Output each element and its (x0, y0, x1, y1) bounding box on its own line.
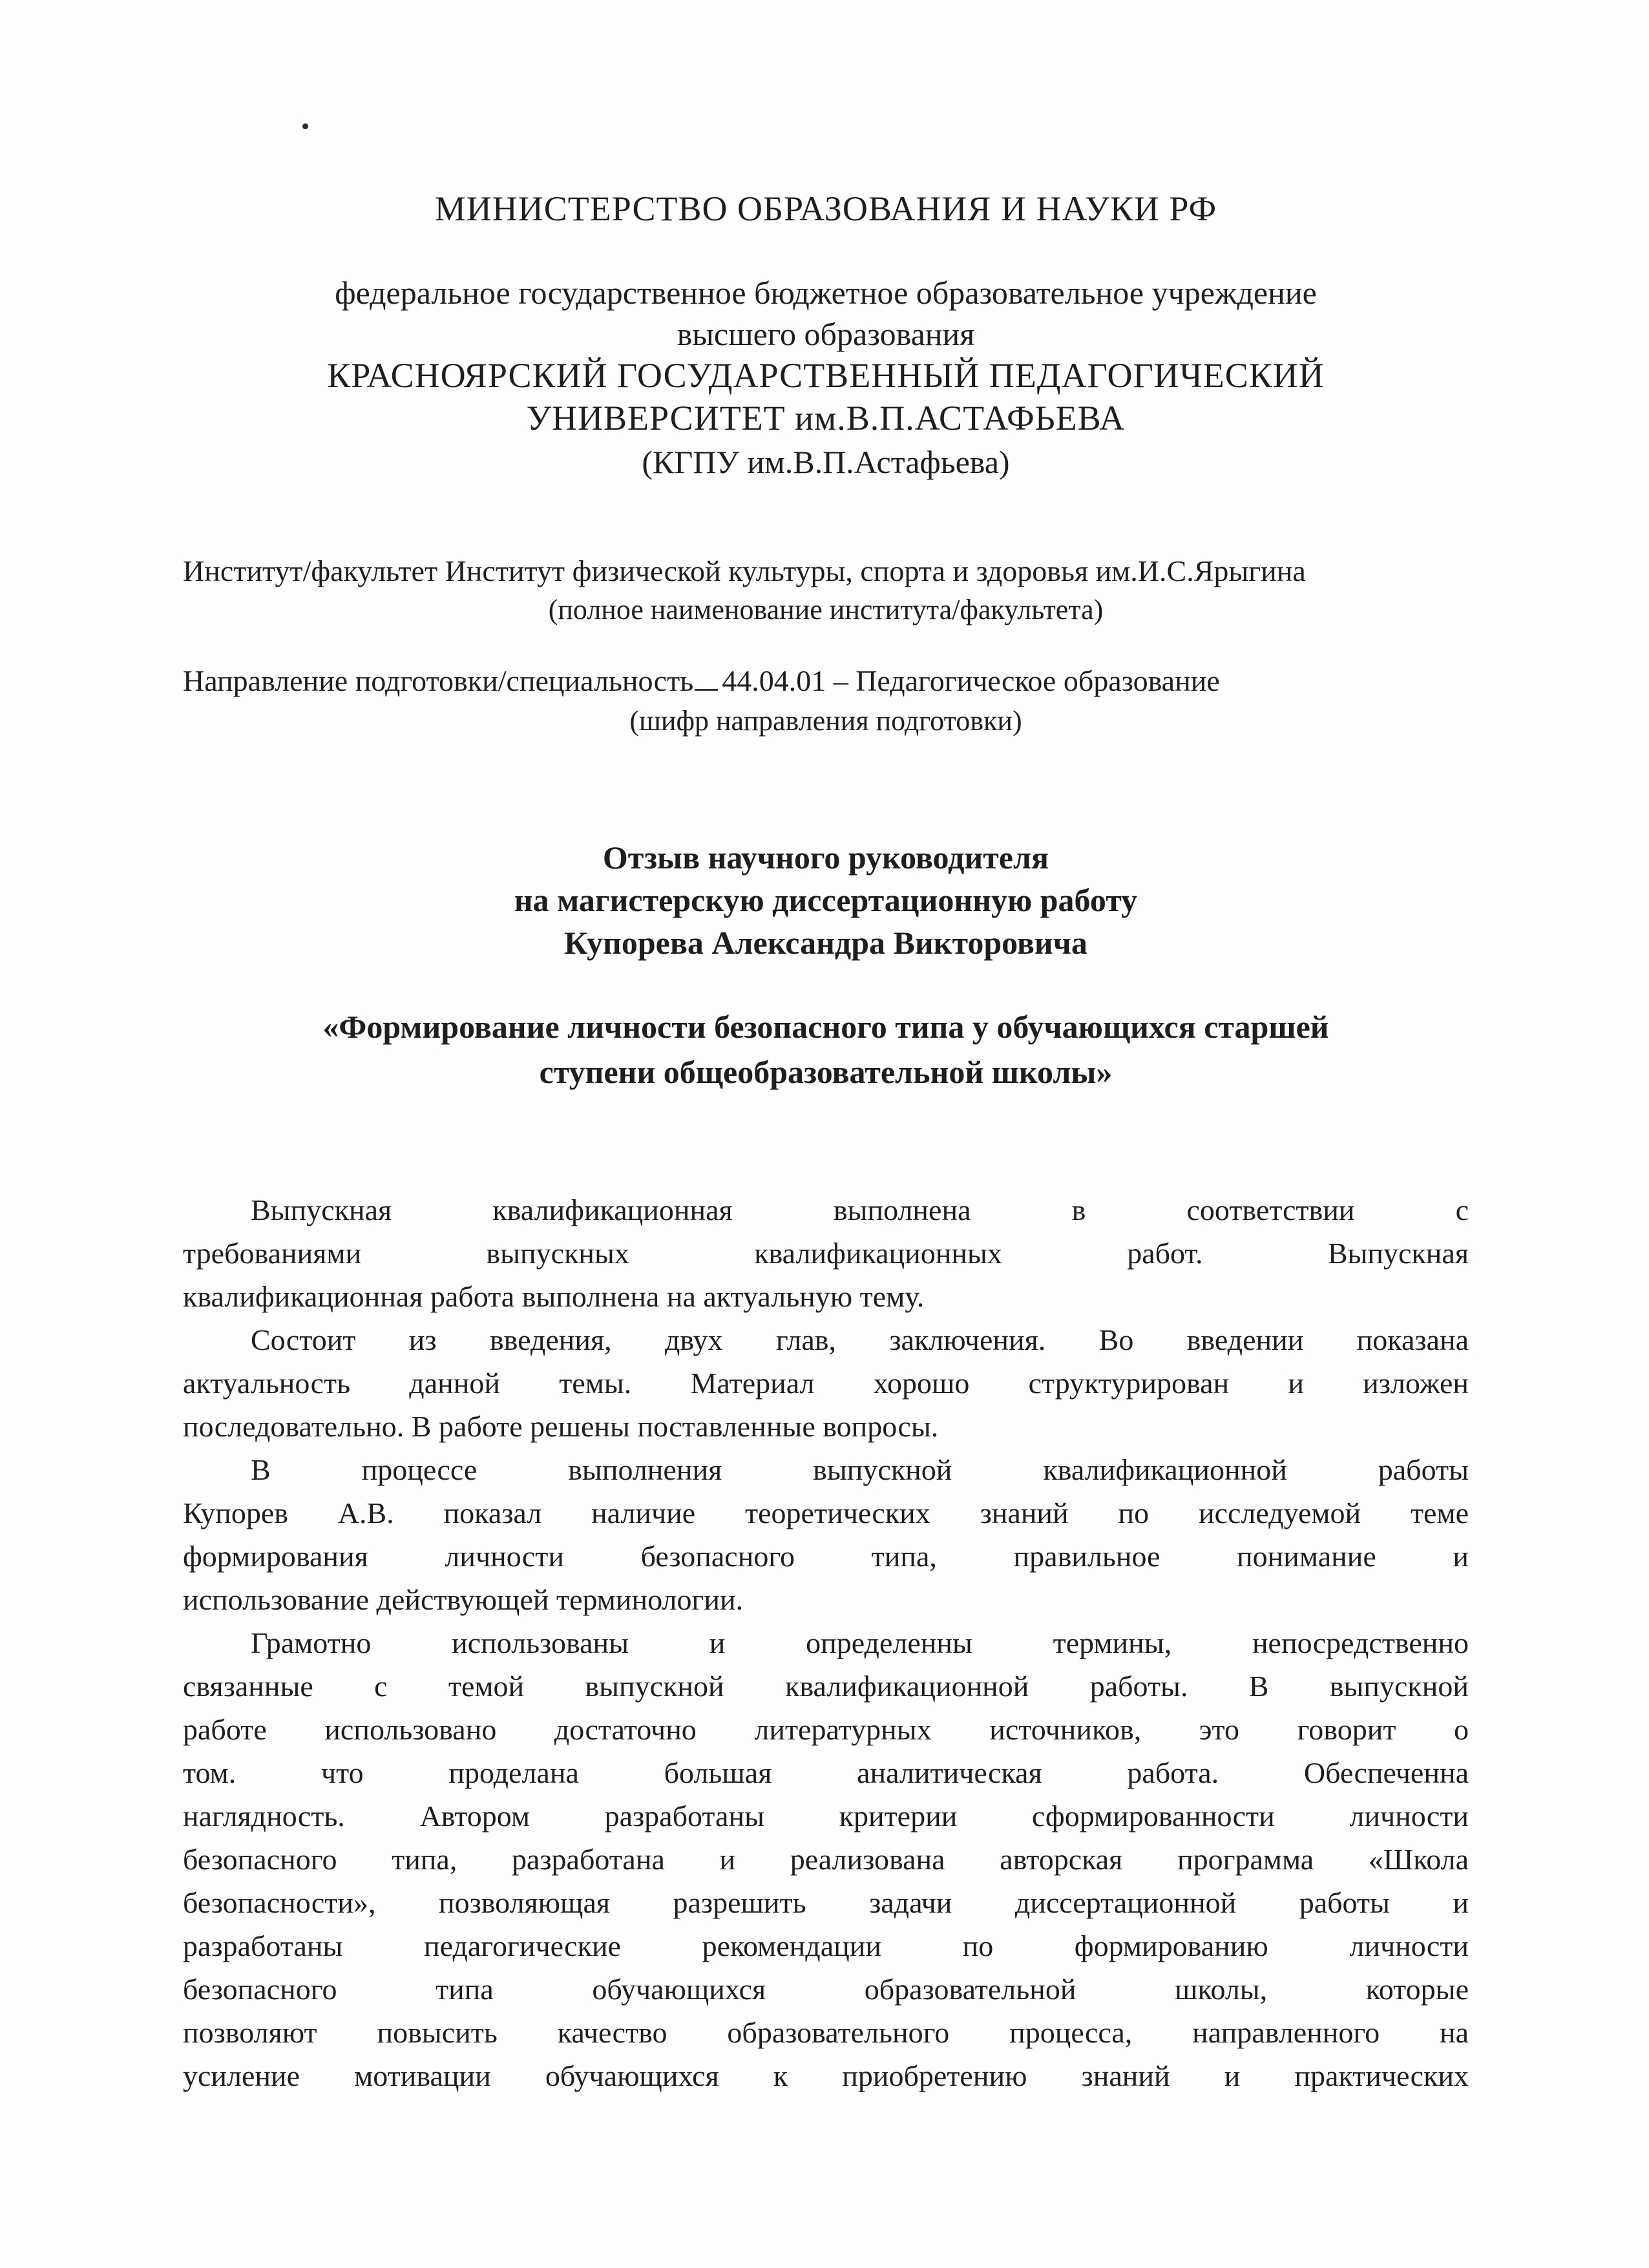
program-value: 44.04.01 – Педагогическое образование (722, 664, 1220, 697)
thesis-title-line2: ступени общеобразовательной школы» (539, 1054, 1113, 1090)
body-line: позволяют повысить качество образовательного процесса, направленного на (183, 2016, 1469, 2049)
program-caption: (шифр направления подготовки) (629, 705, 1022, 737)
org-type-line2: высшего образования (677, 316, 975, 352)
thesis-title-line1: «Формирование личности безопасного типа у обучающихся старшей (322, 1009, 1329, 1045)
body-paragraphs (183, 1188, 1469, 2097)
body-line: Выпускная квалификационная выполнена в соответствии с (251, 1193, 1469, 1226)
university-abbreviation: (КГПУ им.В.П.Астафьева) (642, 444, 1010, 480)
body-line: формирования личности безопасного типа, правильное понимание и (183, 1540, 1469, 1573)
body-line: том. что проделана большая аналитическая работа. Обеспеченна (183, 1756, 1469, 1789)
body-line: В процессе выполнения выпускной квалификационной работы (251, 1453, 1469, 1486)
institute-label: Институт/факультет (183, 554, 438, 587)
program-label: Направление подготовки/специальность (183, 664, 694, 697)
institute-line (183, 552, 1469, 591)
review-title-line2: на магистерскую диссертационную работу (514, 882, 1138, 918)
body-line: Состоит из введения, двух глав, заключения. Во введении показана (251, 1323, 1469, 1356)
review-title-line3: Купорева Александра Викторовича (564, 925, 1087, 961)
university-name-line2: УНИВЕРСИТЕТ им.В.П.АСТАФЬЕВА (526, 399, 1126, 437)
body-line: квалификационная работа выполнена на актуальную тему. (183, 1280, 925, 1313)
program-line (183, 659, 1469, 700)
body-line: использование действующей терминологии. (183, 1583, 744, 1616)
institute-value: Институт физической культуры, спорта и здоровья им.И.С.Ярыгина (445, 554, 1306, 587)
org-type-line1: федеральное государственное бюджетное образовательное учреждение (335, 275, 1317, 311)
underline-gap (695, 659, 718, 691)
body-line: разработаны педагогические рекомендации по формированию личности (183, 1929, 1469, 1962)
ministry-header: МИНИСТЕРСТВО ОБРАЗОВАНИЯ И НАУКИ РФ (434, 189, 1217, 228)
body-line: связанные с темой выпускной квалификационной работы. В выпускной (183, 1670, 1469, 1703)
body-line: актуальность данной темы. Материал хорошо структурирован и изложен (183, 1367, 1469, 1400)
document-content (183, 0, 1469, 2097)
body-line: работе использовано достаточно литературных источников, это говорит о (183, 1713, 1469, 1746)
body-line: безопасности», позволяющая разрешить задачи диссертационной работы и (183, 1886, 1469, 1919)
review-title-block (183, 836, 1469, 964)
university-name-line1: КРАСНОЯРСКИЙ ГОСУДАРСТВЕННЫЙ ПЕДАГОГИЧЕСКИЙ (327, 356, 1325, 395)
institute-caption: (полное наименование института/факультета) (548, 594, 1104, 625)
body-line: Купорев А.В. показал наличие теоретических знаний по исследуемой теме (183, 1496, 1469, 1529)
review-title-line1: Отзыв научного руководителя (602, 839, 1049, 876)
body-line: последовательно. В работе решены поставленные вопросы. (183, 1410, 939, 1443)
body-line: безопасного типа обучающихся образовательной школы, которые (183, 1973, 1469, 2006)
body-line: Грамотно использованы и определенны термины, непосредственно (251, 1626, 1469, 1659)
body-line: безопасного типа, разработана и реализована авторская программа «Школа (183, 1843, 1469, 1876)
thesis-title-block (183, 1004, 1469, 1095)
body-line: усиление мотивации обучающихся к приобретению знаний и практических (183, 2059, 1469, 2092)
body-line: наглядность. Автором разработаны критерии сформированности личности (183, 1800, 1469, 1832)
body-line: требованиями выпускных квалификационных работ. Выпускная (183, 1237, 1469, 1270)
